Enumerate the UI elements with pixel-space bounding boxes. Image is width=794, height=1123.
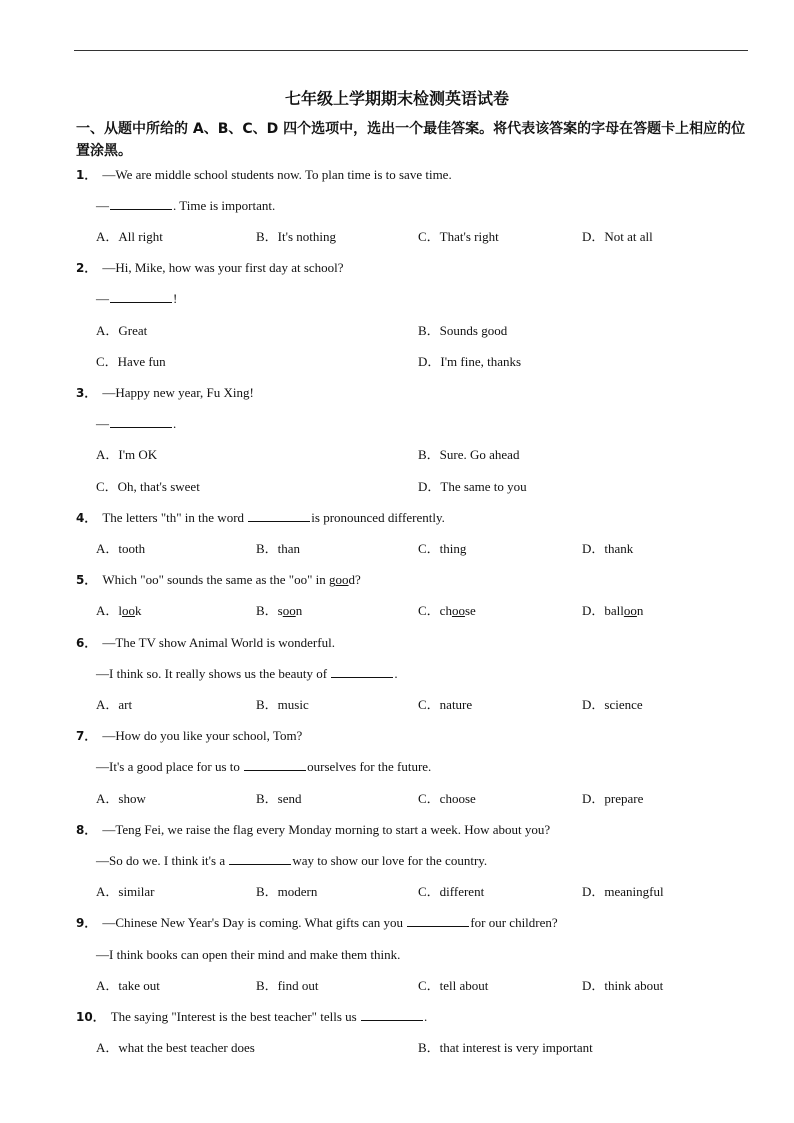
answer-blank <box>110 197 172 210</box>
question-number: 5． <box>76 573 97 587</box>
reply-text: —It's a good place for us to <box>96 759 244 774</box>
option-text: D．ball <box>582 603 624 618</box>
question-2 <box>76 259 344 277</box>
reply-text-end: ourselves for the future. <box>307 759 432 774</box>
question-number: 2． <box>76 261 97 275</box>
question-2-reply <box>96 290 177 308</box>
reply-prefix: — <box>96 416 109 431</box>
q4-option-a: A．tooth <box>96 541 146 556</box>
answer-blank <box>407 914 469 927</box>
answer-blank <box>110 290 172 303</box>
q1-option-d: D．Not at all <box>582 229 653 244</box>
q3-option-c: C．Oh, that's sweet <box>96 479 200 494</box>
q2-option-d: D．I'm fine, thanks <box>418 354 522 369</box>
q6-option-b: B．music <box>256 697 309 712</box>
reply-text: . <box>173 416 177 431</box>
underlined-letters: oo <box>623 603 637 618</box>
question-text-end: for our children? <box>470 915 558 930</box>
q5-option-a <box>96 602 142 620</box>
answer-blank <box>244 758 306 771</box>
question-4 <box>76 509 445 527</box>
question-9 <box>76 914 558 932</box>
answer-blank <box>110 415 172 428</box>
q3-option-a: A．I'm OK <box>96 447 158 462</box>
q1-option-c: C．That's right <box>418 229 499 244</box>
answer-blank <box>331 665 393 678</box>
q10-option-a: A．what the best teacher does <box>96 1040 255 1055</box>
question-text: —We are middle school students now. To plan time is to save time. <box>102 167 452 182</box>
question-number: 9． <box>76 916 97 930</box>
question-3 <box>76 384 254 402</box>
question-9-reply: —I think books can open their mind and make them think. <box>96 947 401 962</box>
question-number: 1． <box>76 168 97 182</box>
q3-option-b: B．Sure. Go ahead <box>418 447 520 462</box>
q6-option-a: A．art <box>96 697 133 712</box>
option-text-end: se <box>464 603 476 618</box>
answer-blank <box>361 1008 423 1021</box>
answer-blank <box>229 852 291 865</box>
question-8-reply <box>96 852 487 870</box>
answer-blank <box>248 509 310 522</box>
q4-option-b: B．than <box>256 541 301 556</box>
option-text: C．ch <box>418 603 452 618</box>
question-text: —Happy new year, Fu Xing! <box>102 385 254 400</box>
question-text: —Chinese New Year's Day is coming. What gifts can you <box>102 915 407 930</box>
q8-option-c: C．different <box>418 884 485 899</box>
q2-option-b: B．Sounds good <box>418 323 508 338</box>
q2-option-a: A．Great <box>96 323 148 338</box>
section-instructions: 一、从题中所给的 A、B、C、D 四个选项中，选出一个最佳答案。将代表该答案的字母在答题卡上相应的位置涂黑。 <box>76 121 746 159</box>
q7-option-c: C．choose <box>418 791 476 806</box>
question-text: —Teng Fei, we raise the flag every Monday morning to start a week. How about you? <box>102 822 551 837</box>
question-number: 4． <box>76 511 97 525</box>
reply-text: —I think so. It really shows us the beauty of <box>96 666 331 681</box>
q8-option-b: B．modern <box>256 884 318 899</box>
question-8 <box>76 821 550 839</box>
question-5 <box>76 571 361 589</box>
reply-prefix: — <box>96 291 109 306</box>
q10-option-b: B．that interest is very important <box>418 1040 593 1055</box>
underlined-letters: oo <box>451 603 465 618</box>
q2-option-c: C．Have fun <box>96 354 166 369</box>
underlined-letters: oo <box>282 603 296 618</box>
q3-option-d: D．The same to you <box>418 479 527 494</box>
q8-option-d: D．meaningful <box>582 884 664 899</box>
q8-option-a: A．similar <box>96 884 155 899</box>
question-10 <box>76 1008 427 1026</box>
question-text: —How do you like your school, Tom? <box>102 728 303 743</box>
q5-option-b <box>256 602 302 620</box>
reply-text: —So do we. I think it's a <box>96 853 229 868</box>
q5-option-c <box>418 602 476 620</box>
q1-option-a: A．All right <box>96 229 163 244</box>
q9-option-c: C．tell about <box>418 978 489 993</box>
q7-option-d: D．prepare <box>582 791 644 806</box>
question-number: 8． <box>76 823 97 837</box>
question-text: —Hi, Mike, how was your first day at school? <box>102 260 344 275</box>
reply-prefix: — <box>96 198 109 213</box>
q5-option-d <box>582 602 643 620</box>
reply-text: . Time is important. <box>173 198 276 213</box>
reply-text: ! <box>173 291 178 306</box>
q9-option-b: B．find out <box>256 978 319 993</box>
question-text-end: . <box>423 1009 428 1024</box>
page-title: 七年级上学期期末检测英语试卷 <box>284 89 509 108</box>
option-text-end: k <box>135 603 142 618</box>
question-number: 10． <box>76 1010 105 1024</box>
q4-option-d: D．thank <box>582 541 634 556</box>
q6-option-c: C．nature <box>418 697 473 712</box>
question-1 <box>76 166 452 184</box>
underlined-letters: oo <box>335 572 349 587</box>
question-text: Which "oo" sounds the same as the "oo" in g <box>102 572 336 587</box>
q1-option-b: B．It's nothing <box>256 229 336 244</box>
q6-option-d: D．science <box>582 697 643 712</box>
reply-text-end: . <box>394 666 398 681</box>
reply-text-end: way to show our love for the country. <box>292 853 488 868</box>
q9-option-d: D．think about <box>582 978 664 993</box>
question-number: 3． <box>76 386 97 400</box>
option-text: A．l <box>96 603 123 618</box>
header-rule <box>74 50 748 51</box>
q4-option-c: C．thing <box>418 541 467 556</box>
question-7 <box>76 727 302 745</box>
q7-option-b: B．send <box>256 791 302 806</box>
option-text-end: n <box>636 603 644 618</box>
question-text: The letters "th" in the word <box>102 510 248 525</box>
question-text-end: d? <box>348 572 361 587</box>
question-text: —The TV show Animal World is wonderful. <box>102 635 335 650</box>
question-3-reply <box>96 415 176 433</box>
question-7-reply <box>96 758 431 776</box>
option-text: B．s <box>256 603 283 618</box>
question-number: 6． <box>76 636 97 650</box>
underlined-letters: oo <box>122 603 136 618</box>
question-6-reply <box>96 665 398 683</box>
question-number: 7． <box>76 729 97 743</box>
q7-option-a: A．show <box>96 791 146 806</box>
q9-option-a: A．take out <box>96 978 160 993</box>
option-text-end: n <box>295 603 303 618</box>
question-text-end: is pronounced differently. <box>311 510 445 525</box>
question-text: The saying "Interest is the best teacher" tells us <box>110 1009 360 1024</box>
question-1-reply <box>96 197 275 215</box>
question-6 <box>76 634 335 652</box>
